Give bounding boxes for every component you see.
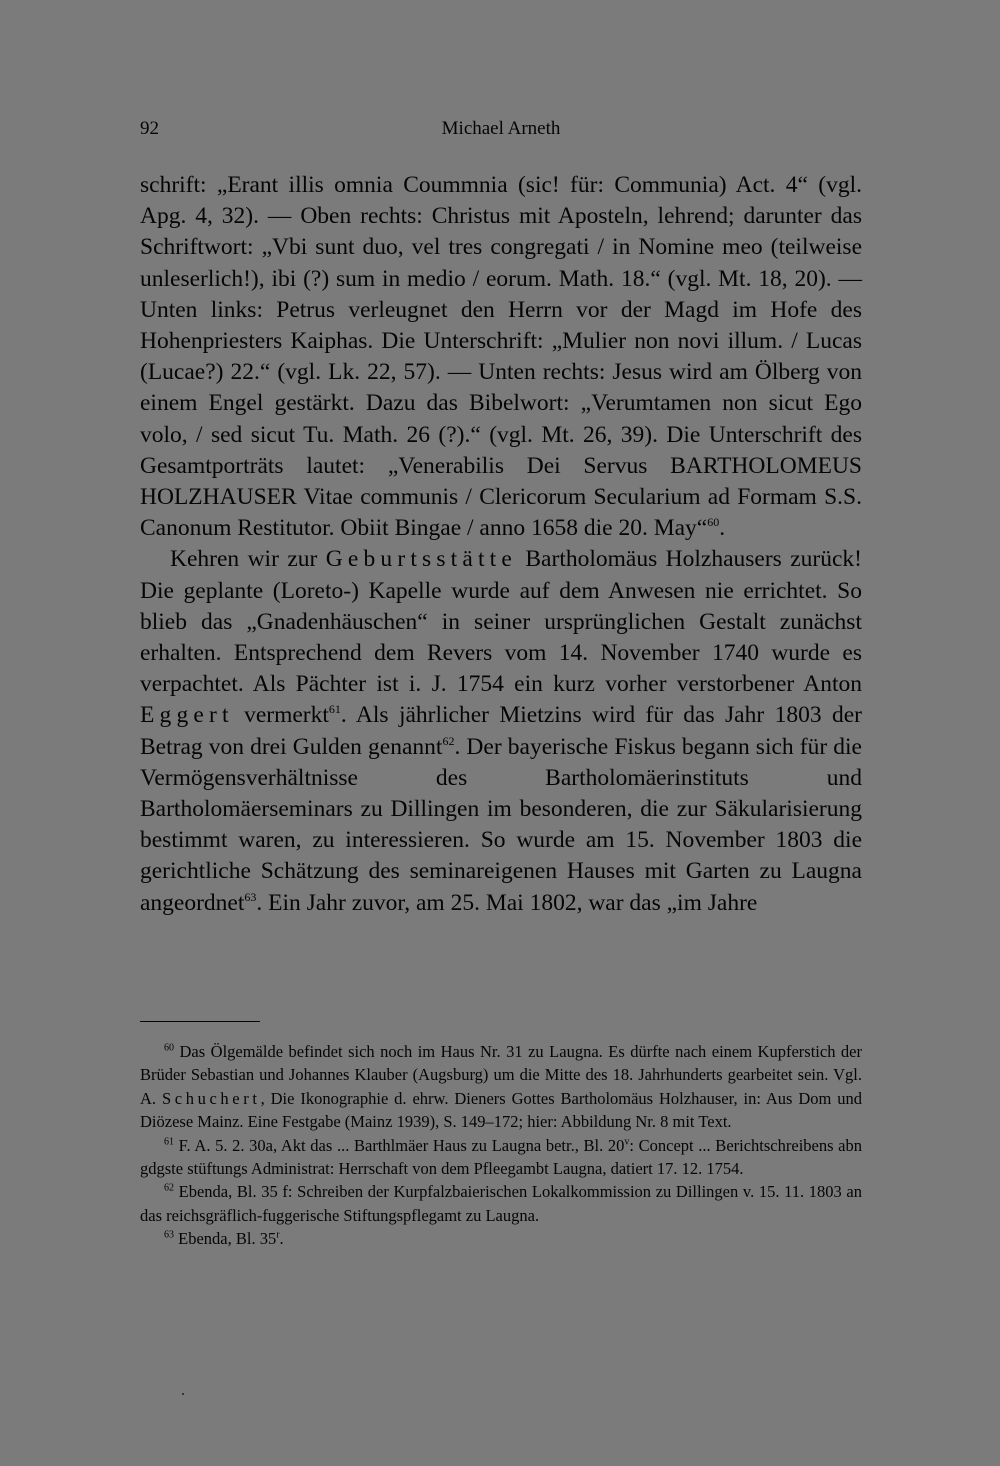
text-run: . (719, 515, 726, 542)
spaced-name: Schuchert (161, 1088, 261, 1108)
footnote-60 (140, 1040, 862, 1134)
running-title: Michael Arneth (441, 118, 561, 139)
text-run: vermerkt (233, 702, 329, 729)
page-number: 92 (140, 118, 159, 139)
footnote-ref-62: 62 (442, 733, 455, 748)
footnote-text: Ebenda, Bl. 35 (178, 1229, 277, 1249)
text-run: schrift: „Erant illis omnia Coummnia (sic! für: Communia) Act. 4“ (vgl. Apg. 4, 32). — Oben rechts: Christus mit Aposteln, lehrend; darunter das Schriftwort: „Vbi sunt duo, vel tres congregati / in Nomine meo (teilweise unleserlich!), ibi (?) sum in medio / eorum. Math. 18.“ (vgl. Mt. 18, 20). — Unten links: Petrus verleugnet den Herrn vor der Magd im Hofe des Hohenpriesters Kaiphas. Die Unterschrift: „Mulier non novi illum. / Lucas (Lucae?) 22.“ (vgl. Lk. 22, 57). — Unten rechts: Jesus wird am Ölberg von einem Engel gestärkt. Dazu das Bibelwort: „Verumtamen non sicut Ego volo, / sed sicut Tu. Math. 26 (?).“ (vgl. Mt. 26, 39). Die Unterschrift des Gesamtporträts lautet: „Venerabilis Dei Servus BARTHOLOMEUS HOLZHAUSER Vitae communis / Clericorum Secularium ad Formam S.S. Canonum Restitutor. Obiit Bingae / anno 1658 die 20. May“ (140, 172, 862, 542)
folio-recto-mark: r (276, 1229, 280, 1241)
footnote-text: , Die Ikonographie d. ehrw. Dieners Gottes Bartholomäus Holzhauser, in: Aus Dom und Diözese Mainz. Eine Festgabe (Mainz 1939), S. 149–172; hier: Abbildung Nr. 8 mit Text. (140, 1088, 862, 1132)
spaced-term: Geburtsstätte (325, 546, 517, 573)
footnote-ref-61: 61 (328, 702, 341, 717)
footnote-divider (140, 1021, 260, 1022)
footnote-ref-60: 60 (707, 515, 720, 530)
footnotes (140, 1040, 862, 1251)
footnote-text: F. A. 5. 2. 30a, Akt das ... Barthlmäer Haus zu Laugna betr., Bl. 20 (178, 1135, 625, 1155)
footnote-number: 60 (164, 1042, 174, 1054)
spaced-name: Eggert (140, 702, 234, 729)
footnote-61 (140, 1134, 862, 1181)
footnote-text: Das Ölgemälde befindet sich noch im Haus Nr. 31 zu Laugna. Es dürfte nach einem Kupferstich der Brüder Sebastian und Johannes Klauber (Augsburg) um die Mitte des 18. Jahrhunderts gearbeitet sein. Vgl. A. (140, 1042, 863, 1108)
page-header (140, 118, 862, 146)
footnote-number: 62 (164, 1182, 174, 1194)
text-run: Kehren wir zur (170, 546, 326, 573)
footnote-text: . (279, 1229, 284, 1249)
text-run: Bartholomäus Holzhausers zurück! Die geplante (Loreto-) Kapelle wurde auf dem Anwesen nie errichtet. So blieb das „Gnadenhäuschen“ in seiner ursprünglichen Gestalt zunächst erhalten. Entsprechend dem Revers vom 14. November 1740 wurde es verpachtet. Als Pächter ist i. J. 1754 ein kurz vorher verstorbener Anton (140, 546, 862, 698)
paragraph-2 (140, 544, 862, 918)
footnote-62 (140, 1180, 862, 1227)
print-speck (182, 1393, 184, 1395)
footnote-number: 61 (164, 1136, 174, 1148)
main-text (140, 170, 862, 919)
text-run: . Als jährlicher Mietzins wird für das Jahr 1803 der Betrag von drei Gulden genannt (140, 702, 863, 760)
footnote-63 (140, 1227, 862, 1250)
footnote-text: : Concept ... Berichtschreibens abn gdgste stüftungs Administrat: Herrschaft von dem Pfleegambt Laugna, datiert 17. 12. 1754. (140, 1135, 863, 1179)
footnote-number: 63 (164, 1229, 174, 1241)
footnote-text: Ebenda, Bl. 35 f: Schreiben der Kurpfalzbaierischen Lokalkommission zu Dillingen v. 15. 11. 1803 an das reichsgräflich-fuggerische Stiftungspflegamt zu Laugna. (140, 1182, 862, 1225)
text-run: . Der bayerische Fiskus begann sich für die Vermögensverhältnisse des Bartholomäerinstituts und Bartholomäerseminars zu Dillingen im besonderen, die zur Säkularisierung bestimmt waren, zu interessieren. So wurde am 15. November 1803 die gerichtliche Schätzung des seminareigenen Hauses mit Garten zu Laugna angeordnet (140, 733, 862, 916)
text-run: . Ein Jahr zuvor, am 25. Mai 1802, war das „im Jahre (256, 889, 758, 916)
folio-verso-mark: v (624, 1136, 630, 1148)
footnote-ref-63: 63 (244, 889, 257, 904)
paragraph-1 (140, 170, 862, 544)
